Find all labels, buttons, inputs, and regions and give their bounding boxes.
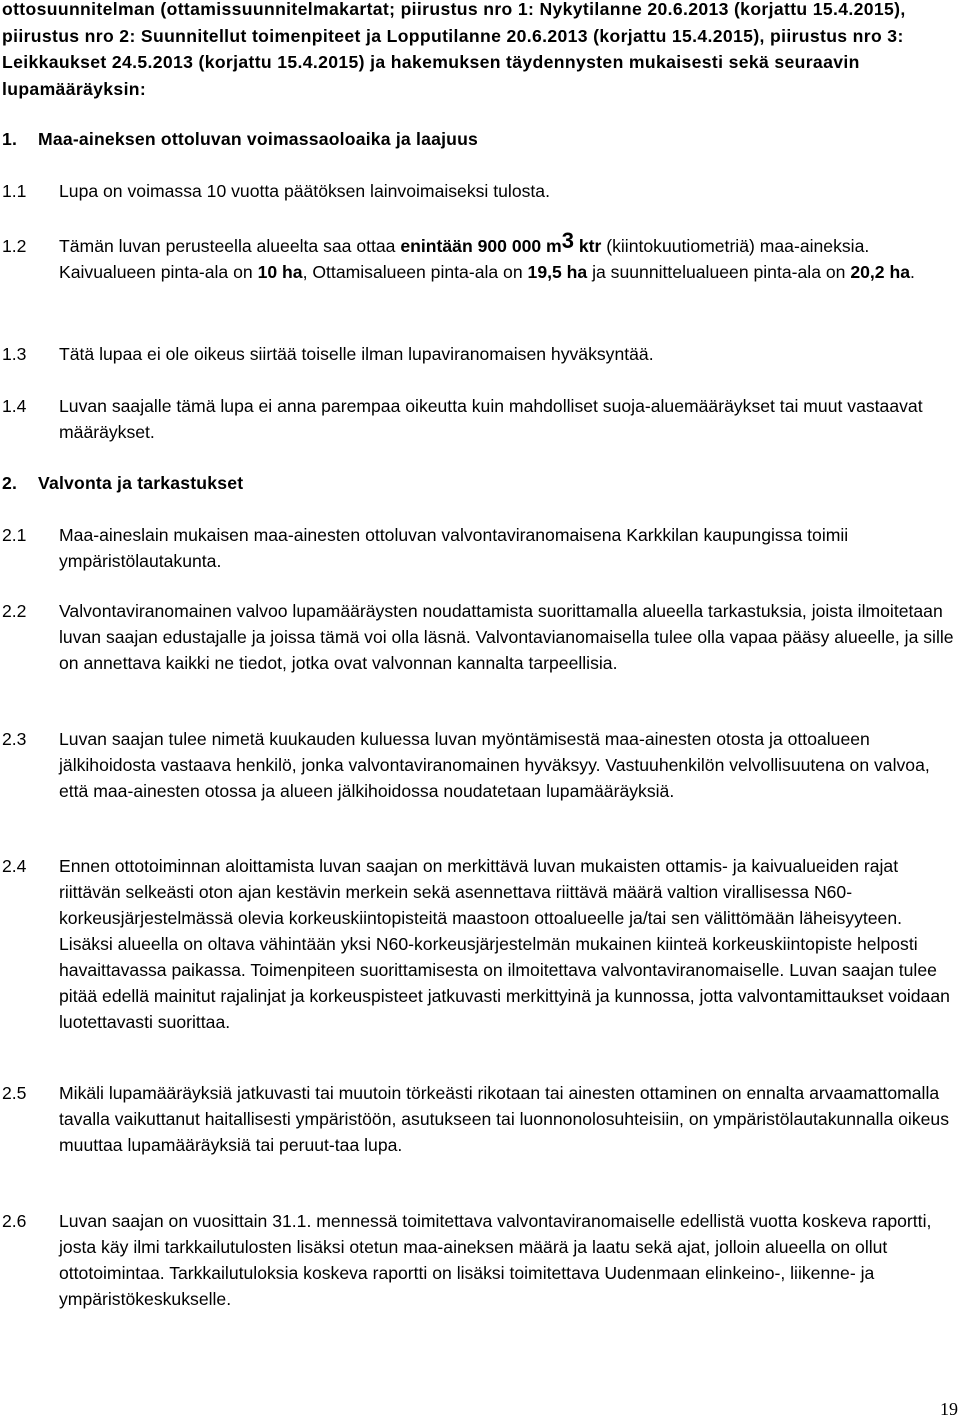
section-1-title: Maa-aineksen ottoluvan voimassaoloaika ja laajuus: [38, 129, 479, 149]
page-number: 19: [940, 1399, 958, 1419]
paragraph-2-6-text: Luvan saajan on vuosittain 31.1. mennessä toimitettava valvontaviranomaiselle edellistä vuotta koskeva raportti, josta käy ilmi tarkkailutulosten lisäksi otetun maa-aineksen määrä ja laatu sekä ajat, jolloin alueella on ollut ottotoimintaa. Tarkkailutuloksia koskeva raportti on lisäksi toimitettava Uudenmaan elinkeino-, liikenne- ja ympäristökeskukselle.: [59, 1211, 932, 1309]
section-2-title: Valvonta ja tarkastukset: [38, 473, 244, 493]
paragraph-1-2-number: 1.2: [2, 236, 27, 256]
text-run: ja suunnittelualueen pinta-ala on: [587, 262, 851, 282]
section-1-heading: [2, 126, 478, 152]
intro-paragraph: ottosuunnitelman (ottamissuunnitelmakartat; piirustus nro 1: Nykytilanne 20.6.2013 (korjattu 15.4.2015), piirustus nro 2: Suunnitellut toimenpiteet ja Lopputilanne 20.6.2013 (korjattu 15.4.2015), piirustus nro 3: Leikkaukset 24.5.2013 (korjattu 15.4.2015) ja hakemuksen täydennysten mukaisesti sekä seuraavin lupamääräyksin:: [2, 0, 906, 99]
paragraph-2-5-number: 2.5: [2, 1083, 27, 1103]
area-bold: 20,2 ha: [850, 262, 910, 282]
section-2-number: 2.: [2, 473, 18, 493]
area-bold: 19,5 ha: [527, 262, 588, 282]
section-2-heading: [2, 470, 243, 496]
paragraph-2-1-number: 2.1: [2, 525, 27, 545]
paragraph-1-4-number: 1.4: [2, 396, 27, 416]
paragraph-1-4-text: Luvan saajalle tämä lupa ei anna parempaa oikeutta kuin mahdolliset suoja-aluemääräykset tai muut vastaavat määräykset.: [59, 396, 923, 442]
section-1-number: 1.: [2, 129, 18, 149]
paragraph-2-4-text: Ennen ottotoiminnan aloittamista luvan saajan on merkittävä luvan mukaisten ottamis- ja kaivualueiden rajat riittävän selkeästi oton ajan kestävin merkein sekä asennettava riittävä määrä valtion virallisessa N60-korkeusjärjestelmässä olevia korkeuskiintopisteitä maastoon ottoalueelle ja/tai sen välittömään läheisyyteen. Lisäksi alueella on oltava vähintään yksi N60-korkeusjärjestelmän mukainen kiinteä korkeuskiintopiste helposti havaittavassa paikassa. Toimenpiteen suorittamisesta on ilmoitettava valvontaviranomaiselle. Luvan saajan tulee pitää edellä mainitut rajalinjat ja korkeuspisteet jatkuvasti merkittyinä ja kunnossa, jotta valvontamittaukset voidaan luotettavasti suorittaa.: [59, 856, 950, 1032]
unit-bold: ktr: [573, 236, 602, 256]
paragraph-1-2-text: [59, 228, 957, 285]
paragraph-1-3: [2, 341, 957, 367]
text-run: (kiintokuutiometriä) maa-aineksia. Kaivualueen pinta-ala on: [59, 236, 870, 282]
quantity-bold: enintään 900 000 m: [400, 236, 562, 256]
text-run: Tämän luvan perusteella alueelta saa ottaa: [59, 236, 401, 256]
paragraph-2-3: [2, 726, 957, 804]
paragraph-2-4: [2, 853, 957, 1035]
paragraph-2-6: [2, 1208, 957, 1312]
paragraph-1-1-text: Lupa on voimassa 10 vuotta päätöksen lainvoimaiseksi tulosta.: [59, 181, 550, 201]
paragraph-1-2: [2, 228, 957, 285]
superscript: 3: [561, 228, 574, 253]
paragraph-2-5: [2, 1080, 957, 1158]
paragraph-2-4-number: 2.4: [2, 856, 27, 876]
area-bold: 10 ha: [257, 262, 303, 282]
paragraph-2-3-number: 2.3: [2, 729, 27, 749]
paragraph-1-1: [2, 178, 957, 204]
paragraph-1-4: [2, 393, 957, 445]
paragraph-2-2: [2, 598, 957, 676]
paragraph-2-1: [2, 522, 957, 574]
paragraph-2-2-text: Valvontaviranomainen valvoo lupamääräysten noudattamista suorittamalla alueella tarkastuksia, joista ilmoitetaan luvan saajan edustajalle ja joissa tämä voi olla läsnä. Valvontavianomaisella tulee olla vapaa pääsy alueelle, ja sille on annettava kaikki ne tiedot, jotka ovat valvonnan kannalta tarpeellisia.: [59, 601, 954, 673]
paragraph-2-1-text: Maa-aineslain mukaisen maa-ainesten ottoluvan valvontaviranomaisena Karkkilan kaupungissa toimii ympäristölautakunta.: [59, 525, 849, 571]
text-run: .: [910, 262, 915, 282]
paragraph-2-3-text: Luvan saajan tulee nimetä kuukauden kuluessa luvan myöntämisestä maa-ainesten otosta ja ottoalueen jälkihoidosta vastaava henkilö, jonka valvontaviranomainen hyväksyy. Vastuuhenkilön velvollisuutena on valvoa, että maa-ainesten otossa ja alueen jälkihoidossa noudatetaan lupamääräyksiä.: [59, 729, 930, 801]
paragraph-1-1-number: 1.1: [2, 181, 27, 201]
paragraph-1-3-text: Tätä lupaa ei ole oikeus siirtää toiselle ilman lupaviranomaisen hyväksyntää.: [59, 344, 654, 364]
paragraph-2-6-number: 2.6: [2, 1211, 27, 1231]
text-run: , Ottamisalueen pinta-ala on: [302, 262, 528, 282]
paragraph-1-3-number: 1.3: [2, 344, 27, 364]
paragraph-2-5-text: Mikäli lupamääräyksiä jatkuvasti tai muutoin törkeästi rikotaan tai ainesten ottaminen on ennalta arvaamattomalla tavalla vaikuttanut haitallisesti ympäristöön, asutukseen tai luonnonolosuhteisiin, on ympäristölautakunnalla oikeus muuttaa lupamääräyksiä tai peruut-taa lupa.: [59, 1083, 949, 1155]
paragraph-2-2-number: 2.2: [2, 601, 27, 621]
